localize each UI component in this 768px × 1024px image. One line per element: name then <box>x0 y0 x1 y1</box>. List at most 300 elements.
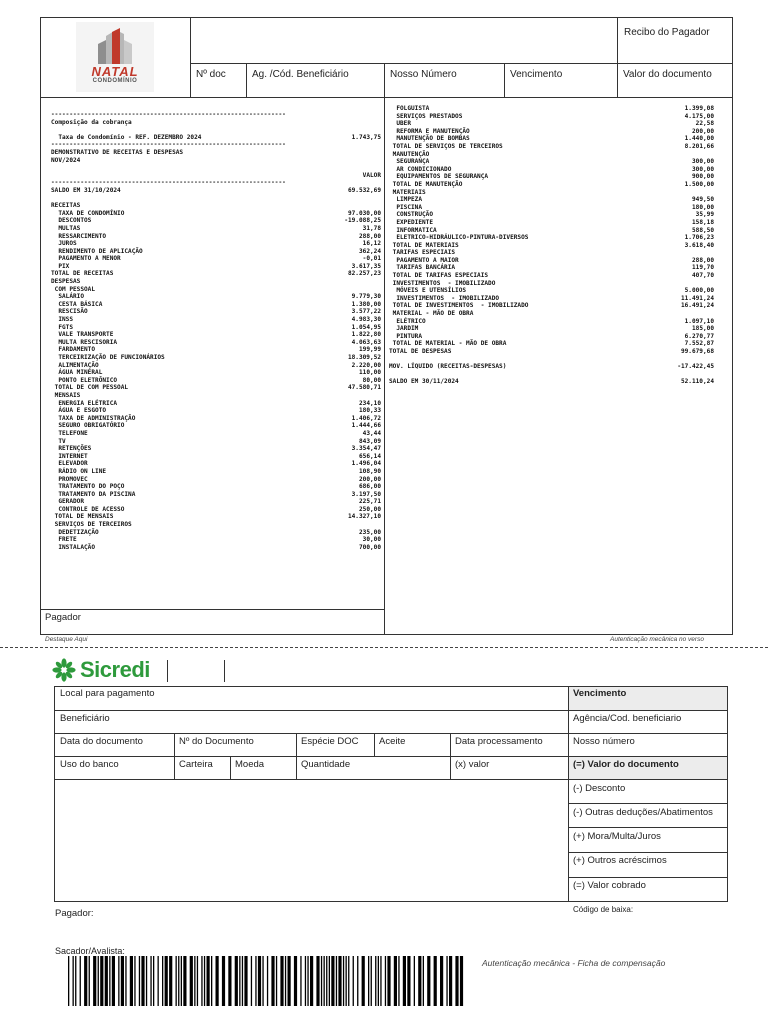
statement-left-column <box>51 111 381 551</box>
header-divider <box>190 63 733 64</box>
statement-right-line-value: 5.000,00 <box>684 287 714 295</box>
statement-right-line <box>389 105 714 113</box>
statement-left-line-label: TV <box>51 437 66 445</box>
statement-right-line-value: 11.491,24 <box>680 294 714 302</box>
col-div-2 <box>384 63 385 97</box>
statement-left-line-label: FGTS <box>51 323 74 331</box>
barcode-bar <box>181 956 182 1006</box>
statement-right-line-label: CONSTRUÇÃO <box>389 211 434 219</box>
statement-right-line-value: 949,50 <box>691 196 714 204</box>
statement-right-line-label: TOTAL DE INVESTIMENTOS - IMOBILIZADO <box>389 302 529 310</box>
barcode-bar <box>84 956 87 1006</box>
barcode-bar <box>280 956 283 1006</box>
statement-right-line-label: TOTAL DE MATERIAIS <box>389 241 459 249</box>
barcode-bar <box>331 956 334 1006</box>
statement-right-line-value: 1.097,10 <box>684 317 714 325</box>
statement-right-line-value: 4.175,00 <box>684 112 714 120</box>
statement-left-line <box>51 255 381 263</box>
slip-row-1 <box>54 710 728 711</box>
barcode-bar <box>235 956 238 1006</box>
statement-left-line-label: INSS <box>51 316 74 324</box>
statement-right-line-label: REFORMA E MANUTENÇÃO <box>389 127 470 135</box>
statement-left-line-label: INSTALAÇÃO <box>51 543 96 551</box>
statement-right-line <box>389 234 714 242</box>
statement-left-line-label: GERADOR <box>51 498 85 506</box>
statement-right-line-label: MOV. LÍQUIDO (RECEITAS-DESPESAS) <box>389 363 507 371</box>
barcode-bar <box>440 956 443 1006</box>
barcode-bar <box>190 956 193 1006</box>
nosso-numero-label: Nosso número <box>573 736 635 747</box>
statement-right-line-value: 6.270,77 <box>684 332 714 340</box>
statement-left-line <box>51 453 381 461</box>
valor-cobrado-label: (=) Valor cobrado <box>573 880 646 891</box>
statement-left-line <box>51 126 381 134</box>
statement-left-line <box>51 233 381 241</box>
statement-right-line-value: 900,00 <box>691 173 714 181</box>
barcode-bar <box>165 956 168 1006</box>
statement-left-line <box>51 217 381 225</box>
barcode-bar <box>251 956 252 1006</box>
statement-left-line-label: PONTO ELETRÔNICO <box>51 376 118 384</box>
statement-left-line-value: 234,10 <box>358 399 381 407</box>
codigo-baixa-label: Código de baixa: <box>573 905 634 914</box>
statement-right-line-label: ELÉTRICO <box>389 317 426 325</box>
statement-right-line <box>389 151 714 159</box>
statement-left-line-label: SALÁRIO <box>51 293 85 301</box>
statement-right-line-value: 16.491,24 <box>680 302 714 310</box>
barcode-bar <box>449 956 452 1006</box>
valor-documento-label: (=) Valor do documento <box>573 759 679 770</box>
statement-left-line <box>51 536 381 544</box>
statement-right-line <box>389 264 714 272</box>
statement-right-line-label: INFORMATICA <box>389 226 437 234</box>
statement-left-line <box>51 521 381 529</box>
statement-left-line <box>51 141 381 149</box>
statement-left-line-value: 108,90 <box>358 467 381 475</box>
statement-left-line-value: 1.054,95 <box>351 323 381 331</box>
barcode-bar <box>98 956 99 1006</box>
statement-left-line <box>51 248 381 256</box>
barcode-bar <box>105 956 108 1006</box>
statement-left-line-value: 1.380,00 <box>351 300 381 308</box>
statement-left-line-value: 656,14 <box>358 452 381 460</box>
statement-left-line-label: RESSARCIMENTO <box>51 232 107 240</box>
statement-left-line-label: ALIMENTAÇÃO <box>51 361 99 369</box>
statement-left-line-label: SALDO EM 31/10/2024 <box>51 186 121 194</box>
statement-right-line-value: 8.201,66 <box>684 142 714 150</box>
slip-right-column <box>568 686 569 902</box>
statement-left-line-value: 225,71 <box>358 498 381 506</box>
barcode-bar <box>183 956 186 1006</box>
bank-code-divider-1 <box>167 660 168 682</box>
statement-right-line-label: INVESTIMENTOS - IMOBILIZADO <box>389 279 496 287</box>
statement-right-line <box>389 227 714 235</box>
statement-right-line-value: 1.706,23 <box>684 234 714 242</box>
barcode-bar <box>255 956 256 1006</box>
statement-right-line-value: 1.399,08 <box>684 105 714 112</box>
barcode-bar <box>89 956 90 1006</box>
barcode-bar <box>207 956 210 1006</box>
slip-right-row-7 <box>568 852 728 853</box>
bank-code-divider-2 <box>224 660 225 682</box>
barcode-bar <box>93 956 96 1006</box>
barcode-bar <box>109 956 110 1006</box>
slip-vdiv-d <box>450 733 451 779</box>
logo-main-text: NATAL <box>91 64 139 79</box>
barcode-bar <box>294 956 297 1006</box>
statement-right-line-label: MANUTENÇÃO <box>389 150 430 158</box>
statement-left-line-label: ÁGUA MINERAL <box>51 369 103 377</box>
slip-vdiv-f <box>296 756 297 779</box>
statement-right-line-value: 185,00 <box>691 325 714 333</box>
statement-right-line <box>389 181 714 189</box>
statement-right-line <box>389 219 714 227</box>
statement-right-line <box>389 340 714 348</box>
sacador-avalista-label: Sacador/Avalista: <box>55 946 125 956</box>
statement-right-line-value: 300,00 <box>691 165 714 173</box>
barcode-bar <box>80 956 81 1006</box>
barcode-bar <box>216 956 219 1006</box>
ficha-compensacao-label: Autenticação mecânica - Ficha de compensação <box>482 958 666 968</box>
barcode-bar <box>338 956 341 1006</box>
statement-left-line-label: COM PESSOAL <box>51 285 96 293</box>
statement-left-line-label: DEMONSTRATIVO DE RECEITAS E DESPESAS <box>51 148 184 156</box>
statement-left-line-label: ---------------------------------------------------------------- <box>51 141 286 149</box>
barcode-bar <box>305 956 306 1006</box>
statement-left-line <box>51 119 381 127</box>
header-vencimento: Vencimento <box>510 69 563 80</box>
local-pagamento-label: Local para pagamento <box>60 688 155 699</box>
statement-left-line <box>51 210 381 218</box>
barcode-bar <box>169 956 172 1006</box>
statement-right-line-label: PAGAMENTO A MAIOR <box>389 256 459 264</box>
statement-left-line-label: MULTAS <box>51 224 81 232</box>
data-documento-label: Data do documento <box>60 736 143 747</box>
statement-left-line <box>51 301 381 309</box>
statement-right-line-label: TARIFAS ESPECIAIS <box>389 249 456 257</box>
statement-right-line-value: 1.440,00 <box>684 135 714 143</box>
slip-row-2 <box>54 733 728 734</box>
barcode-bar <box>222 956 225 1006</box>
statement-left-line-label: Composição da cobrança <box>51 118 132 126</box>
statement-right-line <box>389 242 714 250</box>
statement-right-line <box>389 310 714 318</box>
statement-left-line <box>51 506 381 514</box>
mora-multa-label: (+) Mora/Multa/Juros <box>573 831 661 842</box>
statement-left-line-label: ---------------------------------------------------------------- <box>51 111 286 118</box>
statement-left-line <box>51 354 381 362</box>
barcode-bar <box>211 956 212 1006</box>
barcode-bar <box>460 956 463 1006</box>
statement-left-line <box>51 491 381 499</box>
outras-deducoes-label: (-) Outras deduções/Abatimentos <box>573 807 713 818</box>
statement-right-line-label: MATERIAIS <box>389 188 426 196</box>
statement-right-line-label: TARIFAS BANCÁRIA <box>389 264 456 272</box>
statement-left-line-value: -19.088,25 <box>344 217 381 225</box>
statement-left-line-value: 3.197,50 <box>351 490 381 498</box>
statement-right-line-label: TOTAL DE MATERIAL - MÃO DE OBRA <box>389 340 507 348</box>
slip-right-row-8 <box>568 877 728 878</box>
uso-banco-label: Uso do banco <box>60 759 119 770</box>
barcode-bar <box>118 956 119 1006</box>
statement-left-line-label: DEDETIZAÇÃO <box>51 528 99 536</box>
statement-left-line <box>51 308 381 316</box>
slip-vdiv-a <box>174 733 175 779</box>
statement-left-line <box>51 111 381 119</box>
statement-right-line-label: ELETRICO-HIDRÁULICO-PINTURA-DIVERSOS <box>389 234 529 242</box>
statement-right-line-label: MÓVEIS E UTENSÍLIOS <box>389 287 467 295</box>
statement-left-line-label: RENDIMENTO DE APLICAÇÃO <box>51 247 143 255</box>
statement-left-line-value: 14.327,10 <box>347 513 381 521</box>
statement-right-line-label: PINTURA <box>389 332 423 340</box>
statement-right-line-label: SALDO EM 30/11/2024 <box>389 378 459 386</box>
pagador-slip-label: Pagador: <box>55 908 94 919</box>
barcode-bar <box>336 956 337 1006</box>
barcode-bar <box>176 956 177 1006</box>
statement-left-line <box>51 187 381 195</box>
statement-right-line-label: LIMPEZA <box>389 196 423 204</box>
statement-right-line-label: INVESTIMENTOS - IMOBILIZADO <box>389 294 500 302</box>
statement-right-line-label: TOTAL DE MANUTENÇÃO <box>389 180 463 188</box>
barcode-bar <box>385 956 386 1006</box>
barcode-bar <box>343 956 344 1006</box>
beneficiario-label: Beneficiário <box>60 713 110 724</box>
statement-left-line-value: 686,00 <box>358 483 381 491</box>
barcode-bar <box>134 956 135 1006</box>
statement-divider <box>384 97 385 635</box>
barcode-bar <box>153 956 154 1006</box>
statement-left-line <box>51 263 381 271</box>
statement-right-line-label: FOLGUISTA <box>389 105 430 112</box>
barcode-bar <box>418 956 421 1006</box>
statement-right-line-label: AR CONDICIONADO <box>389 165 452 173</box>
statement-left-line-label: TOTAL DE COM PESSOAL <box>51 384 129 392</box>
statement-left-line-label: CESTA BÁSICA <box>51 300 103 308</box>
receipt-title: Recibo do Pagador <box>624 27 710 38</box>
quantidade-label: Quantidade <box>301 759 351 770</box>
statement-left-line-label: TOTAL DE RECEITAS <box>51 270 114 278</box>
logo-divider <box>190 17 191 97</box>
statement-left-line-value: 110,00 <box>358 369 381 377</box>
data-processamento-label: Data processamento <box>455 736 543 747</box>
barcode-bar <box>316 956 319 1006</box>
statement-left-line <box>51 339 381 347</box>
statement-left-line <box>51 293 381 301</box>
statement-left-line-value: 1.444,66 <box>351 422 381 430</box>
statement-right-line-label: UBER <box>389 120 412 128</box>
barcode-bar <box>375 956 376 1006</box>
sicredi-wordmark: Sicredi <box>80 657 150 682</box>
statement-right-line <box>389 348 714 356</box>
statement-right-line-label: TOTAL DE SERVIÇOS DE TERCEIROS <box>389 142 503 150</box>
statement-right-line-value: 3.618,40 <box>684 241 714 249</box>
col-div-1 <box>246 63 247 97</box>
statement-left-line-label: FRETE <box>51 536 77 544</box>
statement-right-line <box>389 113 714 121</box>
barcode-bar <box>353 956 354 1006</box>
statement-left-line-label: SEGURO OBRIGATÓRIO <box>51 422 125 430</box>
statement-right-line <box>389 204 714 212</box>
barcode-bar <box>262 956 263 1006</box>
statement-left-line <box>51 346 381 354</box>
statement-left-line-label: DESCONTOS <box>51 217 92 225</box>
statement-left-line-label: TAXA DE ADMINISTRAÇÃO <box>51 414 136 422</box>
statement-left-line-label: PROMOVEC <box>51 475 88 483</box>
logo-sub-text: CONDOMÍNIO <box>92 78 138 84</box>
statement-left-line <box>51 134 381 142</box>
statement-right-line <box>389 120 714 128</box>
slip-vdiv-b <box>296 733 297 756</box>
statement-left-line-label: PIX <box>51 262 70 270</box>
sicredi-logo <box>52 657 182 683</box>
slip-right-row-5 <box>568 803 728 804</box>
statement-left-line-label: CONTROLE DE ACESSO <box>51 505 125 513</box>
aceite-label: Aceite <box>379 736 406 747</box>
barcode-bar <box>204 956 205 1006</box>
barcode-bar <box>307 956 308 1006</box>
statement-left-line-value: 3.354,47 <box>351 445 381 453</box>
barcode-bar <box>271 956 274 1006</box>
statement-right-line-value: -17.422,45 <box>677 363 714 371</box>
statement-left-line <box>51 225 381 233</box>
statement-left-line-label: ---------------------------------------------------------------- <box>51 179 286 187</box>
barcode-bar <box>357 956 358 1006</box>
statement-left-line-value: 30,00 <box>362 536 381 544</box>
statement-left-line <box>51 384 381 392</box>
statement-left-line-value: 4.983,30 <box>351 316 381 324</box>
statement-right-line-label: MANUTENÇÃO DE BOMBAS <box>389 135 470 143</box>
barcode-bar <box>197 956 198 1006</box>
barcode-bar <box>158 956 159 1006</box>
statement-left-line <box>51 407 381 415</box>
cut-label: Destaque Aqui <box>45 636 88 643</box>
statement-left-line-label: MULTA RESCISORIA <box>51 338 118 346</box>
barcode <box>68 956 468 1006</box>
vencimento-label: Vencimento <box>573 688 627 699</box>
barcode-bar <box>121 956 124 1006</box>
statement-left-line <box>51 392 381 400</box>
statement-right-line <box>389 143 714 151</box>
barcode-bar <box>403 956 406 1006</box>
barcode-bar <box>162 956 163 1006</box>
statement-left-line <box>51 331 381 339</box>
statement-left-line-label: TELEFONE <box>51 429 88 437</box>
statement-right-line <box>389 378 714 386</box>
barcode-bar <box>112 956 115 1006</box>
barcode-bar <box>68 956 69 1006</box>
statement-left-line-value: 4.063,63 <box>351 338 381 346</box>
statement-left-line-value: VALOR <box>362 171 381 179</box>
barcode-bar <box>276 956 277 1006</box>
statement-left-line-value: 82.257,23 <box>347 270 381 278</box>
barcode-bar <box>285 956 286 1006</box>
pagador-line <box>40 609 385 610</box>
statement-right-line <box>389 158 714 166</box>
statement-right-line <box>389 173 714 181</box>
statement-left-line-value: 18.309,52 <box>347 354 381 361</box>
statement-right-line-value: 1.500,00 <box>684 180 714 188</box>
statement-left-line-label: RETENÇÕES <box>51 445 92 453</box>
slip-vdiv-c <box>374 733 375 756</box>
statement-right-line-value: 35,99 <box>695 211 714 219</box>
statement-left-line-value: 1.743,75 <box>351 133 381 141</box>
receipt-auth-label: Autenticação mecânica no verso <box>610 636 704 643</box>
statement-left-line-value: 3.577,22 <box>351 308 381 316</box>
statement-left-line <box>51 498 381 506</box>
statement-right-line <box>389 189 714 197</box>
statement-right-line-label: PISCINA <box>389 203 423 211</box>
statement-left-line <box>51 240 381 248</box>
barcode-bar <box>130 956 133 1006</box>
statement-left-line-value: 180,33 <box>358 407 381 415</box>
barcode-bar <box>75 956 76 1006</box>
barcode-bar <box>368 956 369 1006</box>
statement-left-line-label: RÁDIO ON LINE <box>51 467 107 475</box>
statement-left-line <box>51 422 381 430</box>
slip-row-3 <box>54 756 728 757</box>
barcode-bar <box>228 956 231 1006</box>
barcode-bar <box>239 956 240 1006</box>
col-div-3 <box>504 63 505 97</box>
statement-right-line <box>389 302 714 310</box>
statement-left-line <box>51 460 381 468</box>
barcode-bar <box>244 956 247 1006</box>
barcode-bar <box>258 956 261 1006</box>
statement-left-line <box>51 270 381 278</box>
barcode-bar <box>141 956 144 1006</box>
statement-left-line <box>51 202 381 210</box>
statement-left-line-value: -0,01 <box>362 255 381 263</box>
statement-left-line-value: 16,12 <box>362 240 381 248</box>
pagador-label: Pagador <box>45 612 81 623</box>
slip-row-4 <box>54 779 728 780</box>
header-bottom <box>40 97 733 98</box>
especie-doc-label: Espécie DOC <box>301 736 359 747</box>
statement-left-line-label: TRATAMENTO DA PISCINA <box>51 490 136 498</box>
slip-vdiv-e <box>230 756 231 779</box>
barcode-bar <box>125 956 126 1006</box>
statement-left-line-label: INTERNET <box>51 452 88 460</box>
statement-right-line-value: 158,18 <box>691 218 714 226</box>
statement-right-line-value: 52.110,24 <box>680 378 714 386</box>
statement-left-line-value: 1.496,04 <box>351 460 381 468</box>
statement-right-line-value: 588,50 <box>691 226 714 234</box>
statement-left-line-value: 1.822,80 <box>351 331 381 339</box>
col-div-4 <box>617 17 618 97</box>
statement-left-line-value: 250,00 <box>358 505 381 513</box>
barcode-bar <box>310 956 313 1006</box>
barcode-bar <box>146 956 147 1006</box>
statement-left-line-value: 199,99 <box>358 346 381 354</box>
statement-left-line-value: 43,44 <box>362 429 381 437</box>
barcode-bar <box>348 956 349 1006</box>
statement-left-line-value: 2.220,00 <box>351 361 381 369</box>
statement-left-line <box>51 529 381 537</box>
barcode-bar <box>242 956 243 1006</box>
barcode-bar <box>423 956 424 1006</box>
statement-left-line <box>51 476 381 484</box>
statement-left-line <box>51 445 381 453</box>
statement-right-line <box>389 135 714 143</box>
barcode-bar <box>434 956 437 1006</box>
outros-acrescimos-label: (+) Outros acréscimos <box>573 855 667 866</box>
statement-left-line-label: PAGAMENTO A MENOR <box>51 255 121 263</box>
statement-left-line-label: ELEVADOR <box>51 460 88 468</box>
barcode-bar <box>427 956 430 1006</box>
statement-left-line-value: 31,78 <box>362 224 381 232</box>
statement-right-line-label: EXPEDIENTE <box>389 218 434 226</box>
statement-right-line <box>389 295 714 303</box>
